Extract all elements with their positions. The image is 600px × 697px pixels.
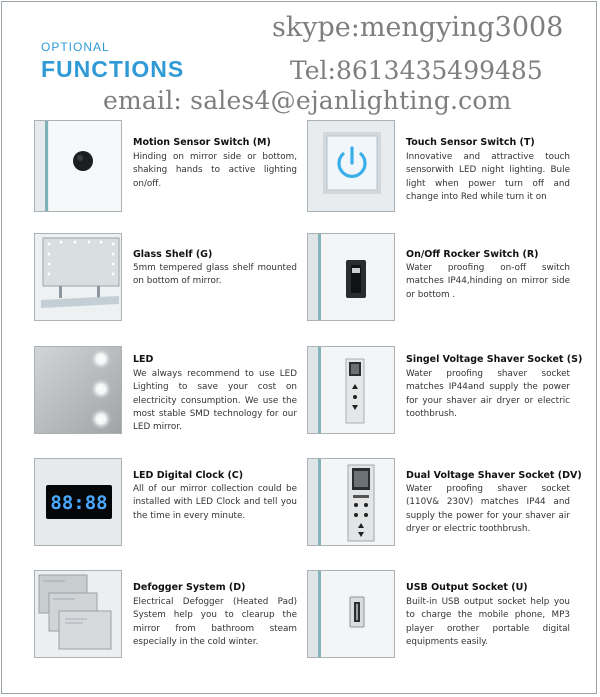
defogger-image (34, 570, 122, 658)
defogger-desc: Electrical Defogger (Heated Pad) System help you to clearup the mirror from bathroom steam especially in the cold winter. (133, 597, 297, 647)
rocker-title: On/Off Rocker Switch (R) (406, 249, 539, 260)
usb-socket-illustration (308, 571, 395, 658)
dual-socket-illustration (308, 459, 395, 546)
dual-socket-desc: Water proofing shaver socket (110V& 230V) matches IP44 and supply the power for your shaver air dryer or electric toothbrush. (406, 484, 570, 534)
led-title: LED (133, 354, 154, 365)
single-socket-image (307, 346, 395, 434)
clock-image (34, 458, 122, 546)
rocker-switch-image (307, 233, 395, 321)
led-light-icon (90, 348, 112, 370)
clock-display: 88:88 (50, 492, 108, 514)
defogger-illustration (35, 571, 122, 658)
sensor-dot-icon (73, 151, 93, 171)
glass-shelf-image (34, 233, 122, 321)
led-image (34, 346, 122, 434)
dual-socket-title: Dual Voltage Shaver Socket (DV) (406, 470, 582, 481)
touch-sensor-illustration (308, 121, 395, 212)
functions-heading: FUNCTIONS (41, 56, 185, 82)
optional-label: OPTIONAL (41, 40, 110, 54)
motion-title: Motion Sensor Switch (M) (133, 137, 271, 148)
usb-title: USB Output Socket (U) (406, 582, 528, 593)
touch-sensor-image (307, 120, 395, 212)
defogger-title: Defogger System (D) (133, 582, 246, 593)
usb-desc: Built-in USB output socket help you to charge the mobile phone, MP3 player orother portable digital equipments easily. (406, 597, 570, 647)
clock-title: LED Digital Clock (C) (133, 470, 244, 481)
watermark-tel: Tel:8613435499485 (290, 56, 543, 85)
usb-socket-image (307, 570, 395, 658)
clock-desc: All of our mirror collection could be installed with LED Clock and tell you the time in every minute. (133, 484, 297, 521)
watermark-skype: skype:mengying3008 (272, 12, 564, 43)
watermark-email: email: sales4@ejanlighting.com (103, 86, 512, 115)
clock-illustration (35, 459, 122, 546)
single-socket-illustration (308, 347, 395, 434)
motion-sensor-image (34, 120, 122, 212)
glass-shelf-illustration (35, 234, 122, 321)
led-illustration (35, 347, 122, 434)
motion-sensor-illustration (35, 121, 122, 212)
led-desc: We always recommend to use LED Lighting to save your cost on electricity consumption. We use the most stable SMD technology for our LED mirror. (133, 369, 297, 433)
single-socket-desc: Water proofing shaver socket matches IP44and supply the power for your shaver air dryer or electric toothbrush. (406, 369, 570, 419)
touch-title: Touch Sensor Switch (T) (406, 137, 535, 148)
glass-title: Glass Shelf (G) (133, 249, 213, 260)
motion-desc: Hinding on mirror side or bottom, shaking hands to active lighting on/off. (133, 152, 297, 189)
rocker-desc: Water proofing on-off switch matches IP44,hinding on mirror side or bottom . (406, 263, 570, 300)
single-socket-title: Singel Voltage Shaver Socket (S) (406, 354, 583, 365)
touch-desc: Innovative and attractive touch sensorwith LED night lighting. Bule light when power turn off and change into Red while turn it on (406, 152, 570, 202)
dual-socket-image (307, 458, 395, 546)
rocker-switch-illustration (308, 234, 395, 321)
glass-desc: 5mm tempered glass shelf mounted on bottom of mirror. (133, 263, 297, 287)
